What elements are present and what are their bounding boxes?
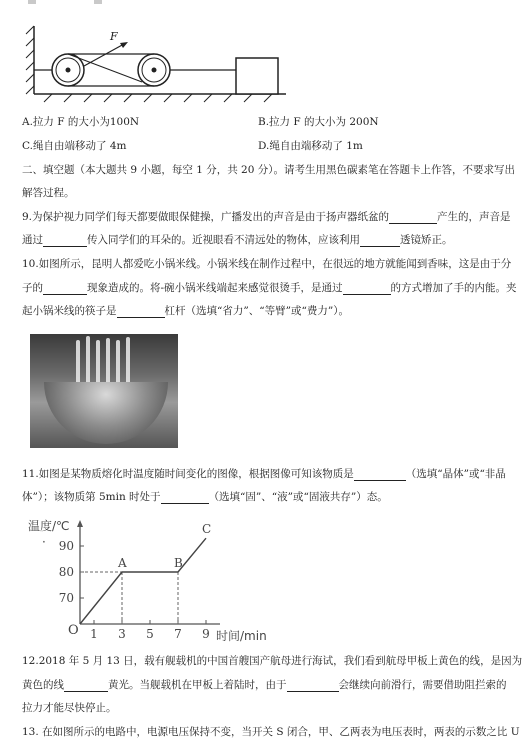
x-tick-label: 9 [202,627,210,641]
q11-text-2: （选填“晶体”或“非晶 [405,468,506,480]
answer-blank [43,283,87,295]
force-label: F [110,30,118,43]
x-tick-label: 7 [174,627,182,641]
q10-line3 [22,304,349,318]
q12-line3: 拉力才能尽快停止。 [22,702,117,714]
answer-blank [343,283,391,295]
q9-line1 [22,210,511,224]
temperature-series-line [80,538,206,624]
q11-text-4: （选填“固”、“液”或“固液共存”）态。 [208,491,388,503]
q10-line1: 10.如图所示，昆明人都爱吃小锅米线。小锅米线在制作过程中，在很远的地方就能闻到香味，这是由于分 [22,258,512,270]
ellipsis-dot: · [42,535,46,549]
q10-line2 [22,281,517,295]
option-c: C.绳自由端移动了 4m [22,140,127,152]
q9-text-1: 9.为保护视力同学们每天都要做眼保健操，广播发出的声音是由于扬声器纸盆的 [22,211,390,223]
point-label-c: C [202,522,212,537]
y-tick-label: 80 [58,565,74,579]
section-heading-line1: 二、填空题（本大题共 9 小题，每空 1 分，共 20 分）。请考生用黑色碳素笔在答题卡上作答，不要求写出 [22,164,515,176]
melting-chart [18,512,268,644]
x-tick-label: 3 [118,627,126,641]
q11-text-1: 11.如图是某物质熔化时温度随时间变化的图像，根据图像可知该物质是 [22,468,354,480]
q9-text-4: 传入同学们的耳朵的。近视眼看不清远处的物体，应该利用 [87,234,360,246]
q11-line1 [22,467,506,481]
point-label-a: A [118,556,127,570]
q11-line2 [22,490,388,504]
pulley-figure [24,20,294,106]
chart-axes [59,520,267,643]
q12-line1: 12.2018 年 5 月 13 日，载有舰载机的中国首艘国产航母进行海试，我们看到航母甲板上黄色的线，是因为 [22,655,523,667]
q9-text-5: 透镜矫正。 [400,234,453,246]
section-heading-line2: 解答过程。 [22,187,75,199]
q12-text-2: 黄色的线 [22,679,64,691]
y-axis-arrow [77,520,83,527]
q12-text-3: 黄光。当舰载机在甲板上着陆时，由于 [108,679,287,691]
q9-text-2: 产生的，声音是 [437,211,511,223]
option-d: D.绳自由端移动了 1m [258,140,363,152]
q12-text-4: 会继续向前滑行，需要借助阻拦索的 [338,679,507,691]
point-label-b: B [174,556,183,570]
chart-marks [80,522,211,624]
answer-blank [64,680,108,692]
q9-text-3: 通过 [22,234,43,246]
q10-text-6: 杠杆（选填“省力”、“等臂”或“费力”）。 [164,305,349,317]
answer-blank [117,306,165,318]
answer-blank [389,212,437,224]
answer-blank [161,492,209,504]
q10-text-5: 起小锅米线的筷子是 [22,305,117,317]
answer-blank [287,680,339,692]
q11-text-3: 体”）；该物质第 5min 时处于 [22,491,161,503]
chart-xlabel: 时间/min [216,629,267,643]
y-tick-label: 90 [58,539,74,553]
q13-line1: 13. 在如图所示的电路中，电源电压保持不变，当开关 S 闭合，甲、乙两表为电压表时，两表的示数之比 U [22,726,520,738]
answer-blank [354,469,406,481]
page-top-strip [0,0,531,6]
rice-noodle-photo [30,334,178,448]
answer-blank [360,235,400,247]
origin-label: O [68,623,79,638]
x-tick-label: 5 [146,627,154,641]
option-a: A.拉力 F 的大小为100N [22,116,140,128]
q10-text-2: 子的 [22,282,43,294]
q12-line2 [22,678,507,692]
answer-blank [43,235,87,247]
q10-text-4: 的方式增加了手的内能。夹 [390,282,517,294]
x-tick-label: 1 [90,627,98,641]
chart-ylabel: 温度/℃ [28,519,70,533]
q10-text-3: 现象造成的。将-碗小锅米线端起来感觉很烫手，是通过 [87,282,343,294]
option-b: B.拉力 F 的大小为 200N [258,116,379,128]
y-tick-label: 70 [58,591,74,605]
q9-line2 [22,233,453,247]
